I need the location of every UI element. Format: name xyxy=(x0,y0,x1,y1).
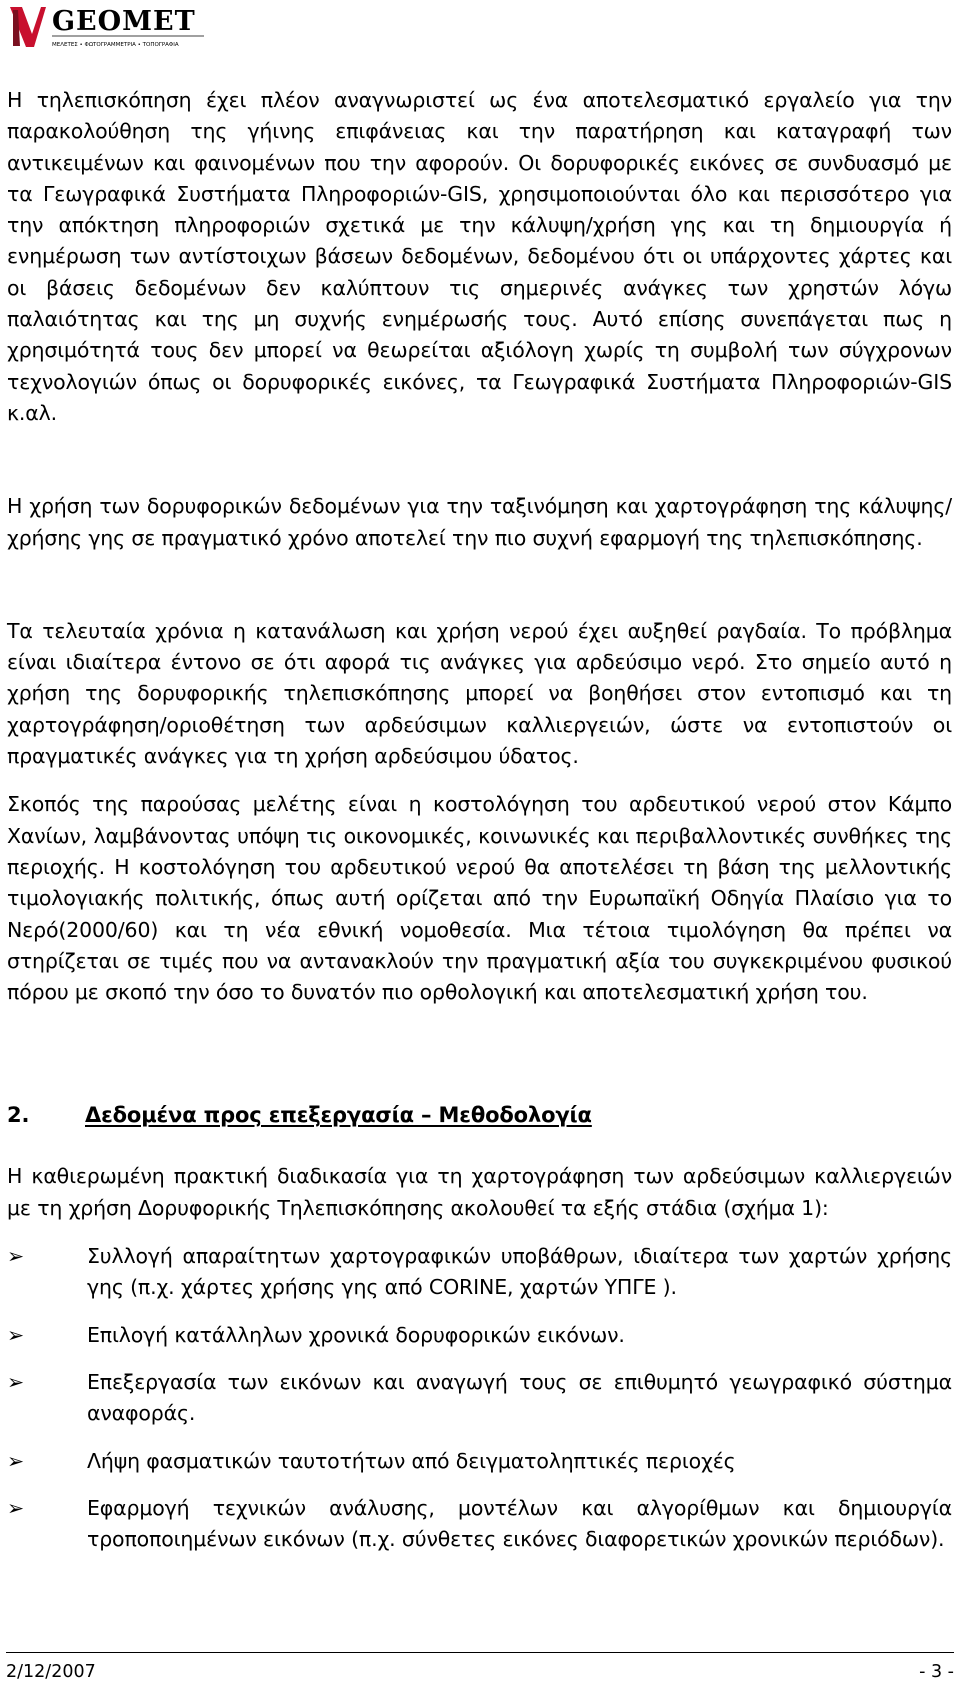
list-item: ➢ Λήψη φασματικών ταυτοτήτων από δειγματοληπτικές περιοχές xyxy=(7,1446,952,1477)
arrow-bullet-icon: ➢ xyxy=(7,1495,25,1520)
arrow-bullet-icon: ➢ xyxy=(7,1369,25,1394)
section-intro: Η καθιερωμένη πρακτική διαδικασία για τη χαρτογράφηση των αρδεύσιμων καλλιεργειών με τη χρήση Δορυφορικής Τηλεπισκόπησης ακολουθεί τα εξής στάδια (σχήμα 1): xyxy=(7,1164,952,1220)
list-item: ➢ Εφαρμογή τεχνικών ανάλυσης, μοντέλων και αλγορίθμων και δημιουργία τροποποιημένων εικόνων (π.χ. σύνθετες εικόνες διαφορετικών χρονικών περιόδων). xyxy=(7,1493,952,1556)
paragraph-study-purpose: Σκοπός της παρούσας μελέτης είναι η κοστολόγηση του αρδευτικού νερού στον Κάμπο Χανίων, λαμβάνοντας υπόψη τις οικονομικές, κοινωνικές και περιβαλλοντικές συνθήκες της περιοχής. Η κοστολόγηση του αρδευτικού νερού θα αποτελέσει τη βάση της μελλοντικής τιμολογιακής πολιτικής, όπως αυτή ορίζεται από την Ευρωπαϊκή Οδηγία Πλαίσιο για το Νερό(2000/60) και τη νέα εθνική νομοθεσία. Μια τέτοια τιμολόγηση θα πρέπει να στηρίζεται σε τιμές που να αντανακλούν την πραγματική αξία του συγκεκριμένου φυσικού πόρου με σκοπό την όσο το δυνατόν πιο ορθολογική και αποτελεσματική χρήση του. xyxy=(7,792,952,1005)
list-item: ➢ Συλλογή απαραίτητων χαρτογραφικών υποβάθρων, ιδιαίτερα των χαρτών χρήσης γης (π.χ. χάρτες χρήσης γης από CORINE, χαρτών ΥΠΓΕ ). xyxy=(7,1241,952,1304)
section-number: 2. xyxy=(7,1103,30,1128)
footer-date: 2/12/2007 xyxy=(6,1662,96,1682)
page-number: - 3 - xyxy=(919,1662,954,1682)
arrow-bullet-icon: ➢ xyxy=(7,1322,25,1347)
section-title: Δεδομένα προς επεξεργασία – Μεθοδολογία xyxy=(85,1103,592,1128)
page-footer xyxy=(6,1652,954,1682)
list-item: ➢ Επεξεργασία των εικόνων και αναγωγή τους σε επιθυμητό γεωγραφικό σύστημα αναφοράς. xyxy=(7,1367,952,1430)
paragraph-remote-sensing: Η τηλεπισκόπηση έχει πλέον αναγνωριστεί ως ένα αποτελεσματικό εργαλείο για την παρακολούθηση της γήινης επιφάνειας και την παρατήρηση και καταγραφή των αντικειμένων και φαινομένων που την αφορούν. Οι δορυφορικές εικόνες σε συνδυασμό με τα Γεωγραφικά Συστήματα Πληροφοριών-GIS, χρησιμοποιούνται όλο και περισσότερο για την απόκτηση πληροφοριών σχετικά με την κάλυψη/χρήση γης και τη δημιουργία ή ενημέρωση των αντίστοιχων βάσεων δεδομένων, δεδομένου ότι οι υπάρχοντες χάρτες και οι βάσεις δεδομένων δεν καλύπτουν τις σημερινές ανάγκες των χρηστών λόγω παλαιότητας και της μη συχνής ενημέρωσής τους. Αυτό επίσης συνεπάγεται πως η χρησιμότητά τους δεν μπορεί να θεωρείται αξιόλογη χωρίς τη συμβολή των σύγχρονων τεχνολογιών όπως οι δορυφορικές εικόνες, τα Γεωγραφικά Συστήματα Πληροφοριών-GIS κ.αλ. xyxy=(7,88,952,425)
section-heading xyxy=(7,1100,952,1131)
paragraph-satellite-data: Η χρήση των δορυφορικών δεδομένων για την ταξινόμηση και χαρτογράφηση της κάλυψης/χρήσης γης σε πραγματικό χρόνο αποτελεί την πιο συχνή εφαρμογή της τηλεπισκόπησης. xyxy=(7,494,952,550)
list-item: ➢ Επιλογή κατάλληλων χρονικά δορυφορικών εικόνων. xyxy=(7,1320,952,1351)
arrow-bullet-icon: ➢ xyxy=(7,1448,25,1473)
geomet-logo xyxy=(8,2,208,52)
paragraph-water-consumption: Τα τελευταία χρόνια η κατανάλωση και χρήση νερού έχει αυξηθεί ραγδαία. Το πρόβλημα είναι ιδιαίτερα έντονο σε ότι αφορά τις ανάγκες για αρδεύσιμο νερό. Στο σημείο αυτό η χρήση της δορυφορικής τηλεπισκόπησης μπορεί να βοηθήσει στον εντοπισμό και τη χαρτογράφηση/οριοθέτηση των αρδεύσιμων καλλιεργειών, ώστε να εντοπιστούν οι πραγματικές ανάγκες για τη χρήση αρδεύσιμου ύδατος. xyxy=(7,618,952,769)
logo-wordmark xyxy=(52,6,196,37)
stages-list xyxy=(7,1241,952,1555)
logo-tagline: ΜΕΛΕΤΕΣ • ΦΩΤΟΓΡΑΜΜΕΤΡΙΑ • ΤΟΠΟΓΡΑΦΙΑ xyxy=(52,42,179,48)
document-body xyxy=(7,85,952,1571)
svg-text:GEOMET: GEOMET xyxy=(52,6,196,37)
arrow-bullet-icon: ➢ xyxy=(7,1244,25,1269)
